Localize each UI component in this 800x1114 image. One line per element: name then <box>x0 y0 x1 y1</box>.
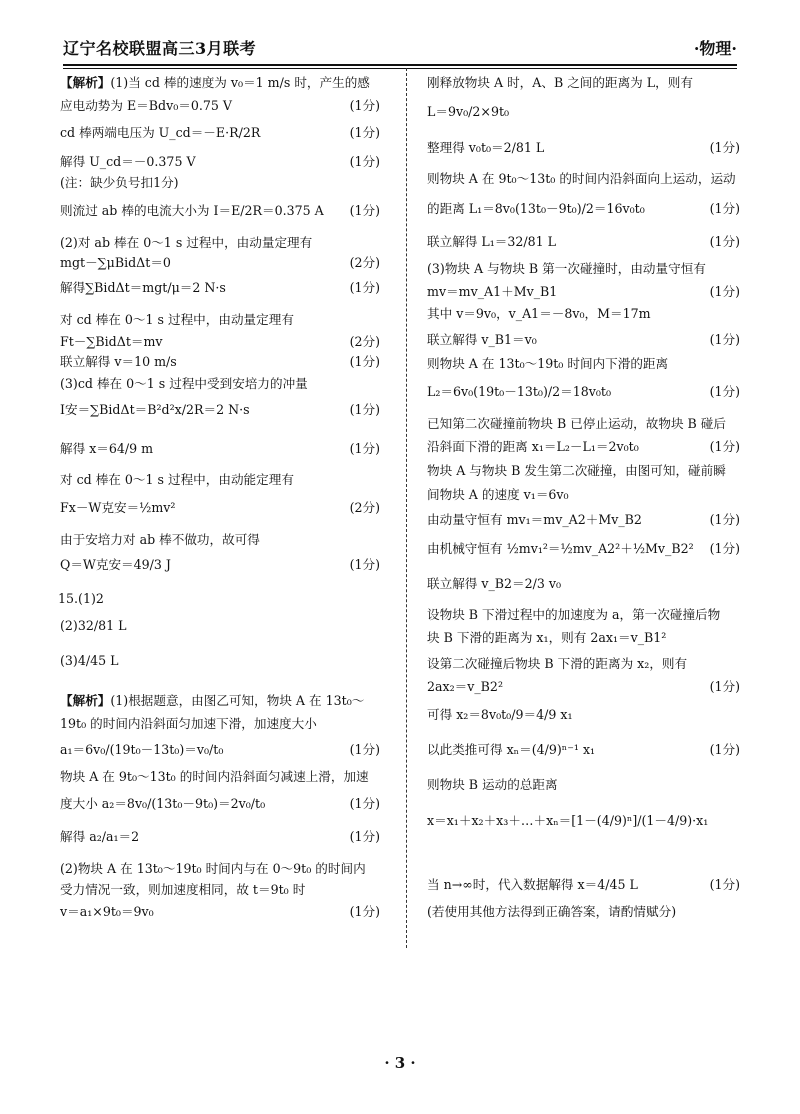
left-line <box>58 590 380 608</box>
score-mark: (1分) <box>349 154 380 169</box>
solution-text: cd 棒两端电压为 U_cd＝－E·R/2R <box>60 125 261 140</box>
solution-text: x＝x₁＋x₂＋x₃＋…＋xₙ＝[1－(4/9)ⁿ]/(1－4/9)·x₁ <box>427 813 709 828</box>
solution-text: 则物块 A 在 13t₀～19t₀ 时间内下滑的距离 <box>427 356 669 371</box>
left-line <box>60 499 380 517</box>
score-mark: (1分) <box>709 512 740 527</box>
score-mark: (1分) <box>349 354 380 369</box>
solution-text: 2ax₂＝v_B2² <box>427 679 503 694</box>
right-line <box>427 331 740 349</box>
left-line <box>60 74 380 92</box>
solution-text: Ft－∑BidΔt＝mv <box>60 334 163 349</box>
solution-text: Fx－W克安＝½mv² <box>60 500 176 515</box>
solution-text: 对 cd 棒在 0～1 s 过程中，由动量定理有 <box>60 312 294 327</box>
solution-text: 可得 x₂＝8v₀t₀/9＝4/9 x₁ <box>427 707 573 722</box>
solution-text: 联立解得 L₁＝32/81 L <box>427 234 557 249</box>
right-line <box>427 170 740 188</box>
solution-text: 解得 U_cd＝－0.375 V <box>60 154 196 169</box>
solution-text: 由机械守恒有 ½mv₁²＝½mv_A2²＋½Mv_B2² <box>427 541 694 556</box>
score-mark: (2分) <box>349 255 380 270</box>
left-line <box>60 333 380 351</box>
score-mark: (1分) <box>709 877 740 892</box>
score-mark: (1分) <box>709 332 740 347</box>
left-line <box>60 311 380 329</box>
left-line <box>60 279 380 297</box>
solution-text: (3)cd 棒在 0～1 s 过程中受到安培力的冲量 <box>60 376 308 391</box>
right-line <box>427 655 740 673</box>
solution-text: (3)物块 A 与物块 B 第一次碰撞时，由动量守恒有 <box>427 261 706 276</box>
solution-text: 已知第二次碰撞前物块 B 已停止运动，故物块 B 碰后 <box>427 416 726 431</box>
score-mark: (1分) <box>349 280 380 295</box>
page-number: · 3 · <box>384 1054 416 1072</box>
solution-text: (3)4/45 L <box>60 653 119 668</box>
solution-text: 【解析】(1)根据题意，由图乙可知，物块 A 在 13t₀～ <box>60 693 365 708</box>
left-line <box>60 828 380 846</box>
left-line <box>60 401 380 419</box>
score-mark: (1分) <box>349 125 380 140</box>
solution-text: 其中 v＝9v₀，v_A1＝－8v₀，M＝17m <box>427 306 651 321</box>
right-line <box>427 305 740 323</box>
right-line <box>427 139 740 157</box>
left-line <box>60 768 380 786</box>
solution-text: 由于安培力对 ab 棒不做功，故可得 <box>60 532 260 547</box>
right-column <box>427 0 740 1114</box>
right-line <box>427 706 740 724</box>
right-line <box>427 260 740 278</box>
solution-text: 解得 a₂/a₁＝2 <box>60 829 140 844</box>
solution-text: 度大小 a₂＝8v₀/(13t₀－9t₀)＝2v₀/t₀ <box>60 796 266 811</box>
left-line <box>60 903 380 921</box>
solution-text: 【解析】(1)当 cd 棒的速度为 v₀＝1 m/s 时，产生的感 <box>60 75 370 90</box>
score-mark: (2分) <box>349 500 380 515</box>
solution-text: 解得∑BidΔt＝mgt/μ＝2 N·s <box>60 280 226 295</box>
score-mark: (1分) <box>349 557 380 572</box>
subject-label: ·物理· <box>693 39 737 58</box>
solution-text: a₁＝6v₀/(19t₀－13t₀)＝v₀/t₀ <box>60 742 224 757</box>
right-line <box>427 462 740 480</box>
right-line <box>427 606 740 624</box>
solution-text: v＝a₁×9t₀＝9v₀ <box>60 904 154 919</box>
right-line <box>427 575 740 593</box>
right-line <box>427 415 740 433</box>
left-line <box>60 202 380 220</box>
score-mark: (1分) <box>709 384 740 399</box>
score-mark: (1分) <box>349 402 380 417</box>
solution-text: 块 B 下滑的距离为 x₁，则有 2ax₁＝v_B1² <box>427 630 667 645</box>
right-line <box>427 486 740 504</box>
solution-text: 联立解得 v_B1＝v₀ <box>427 332 537 347</box>
left-column <box>60 0 380 1114</box>
solution-text: 间物块 A 的速度 v₁＝6v₀ <box>427 487 569 502</box>
score-mark: (1分) <box>349 742 380 757</box>
score-mark: (1分) <box>709 284 740 299</box>
score-mark: (1分) <box>709 439 740 454</box>
score-mark: (1分) <box>709 234 740 249</box>
right-line <box>427 629 740 647</box>
solution-text: 应电动势为 E＝Bdv₀＝0.75 V <box>60 98 232 113</box>
left-line <box>60 860 380 878</box>
right-line <box>427 776 740 794</box>
left-line <box>60 531 380 549</box>
score-mark: (1分) <box>349 904 380 919</box>
solution-text: 当 n→∞时，代入数据解得 x＝4/45 L <box>427 877 638 892</box>
solution-text: 由动量守恒有 mv₁＝mv_A2＋Mv_B2 <box>427 512 642 527</box>
right-line <box>427 812 740 830</box>
solution-text: 沿斜面下滑的距离 x₁＝L₂－L₁＝2v₀t₀ <box>427 439 639 454</box>
score-mark: (1分) <box>349 441 380 456</box>
solution-text: (若使用其他方法得到正确答案，请酌情赋分) <box>427 904 677 919</box>
solution-text: 物块 A 与物块 B 发生第二次碰撞，由图可知，碰前瞬 <box>427 463 726 478</box>
score-mark: (1分) <box>709 742 740 757</box>
score-mark: (1分) <box>349 796 380 811</box>
left-line <box>60 652 380 670</box>
right-line <box>427 438 740 456</box>
left-line <box>60 556 380 574</box>
left-line <box>60 715 380 733</box>
right-line <box>427 383 740 401</box>
right-line <box>427 355 740 373</box>
solution-text: (2)对 ab 棒在 0～1 s 过程中，由动量定理有 <box>60 235 313 250</box>
left-line <box>60 234 380 252</box>
left-line <box>60 174 380 192</box>
score-mark: (1分) <box>709 201 740 216</box>
score-mark: (1分) <box>349 203 380 218</box>
right-line <box>427 103 740 121</box>
solution-text: 15.(1)2 <box>58 591 104 606</box>
solution-text: 则物块 B 运动的总距离 <box>427 777 558 792</box>
solution-text: mgt－∑μBidΔt＝0 <box>60 255 171 270</box>
solution-text: 设物块 B 下滑过程中的加速度为 a，第一次碰撞后物 <box>427 607 721 622</box>
left-line <box>60 124 380 142</box>
right-line <box>427 678 740 696</box>
solution-text: 19t₀ 的时间内沿斜面匀加速下滑，加速度大小 <box>60 716 317 731</box>
left-line <box>60 254 380 272</box>
score-mark: (1分) <box>709 541 740 556</box>
right-line <box>427 511 740 529</box>
left-line <box>60 97 380 115</box>
solution-text: 联立解得 v＝10 m/s <box>60 354 177 369</box>
left-line <box>60 741 380 759</box>
left-line <box>60 375 380 393</box>
solution-text: 对 cd 棒在 0～1 s 过程中，由动能定理有 <box>60 472 294 487</box>
left-line <box>60 881 380 899</box>
right-line <box>427 540 740 558</box>
right-line <box>427 200 740 218</box>
solution-text: (注：缺少负号扣1分) <box>60 175 179 190</box>
solution-text: 则流过 ab 棒的电流大小为 I＝E/2R＝0.375 A <box>60 203 324 218</box>
right-line <box>427 741 740 759</box>
left-line <box>60 692 380 710</box>
score-mark: (1分) <box>709 679 740 694</box>
solution-text: 整理得 v₀t₀＝2/81 L <box>427 140 545 155</box>
right-line <box>427 74 740 92</box>
score-mark: (1分) <box>349 98 380 113</box>
right-line <box>427 233 740 251</box>
solution-text: 以此类推可得 xₙ＝(4/9)ⁿ⁻¹ x₁ <box>427 742 596 757</box>
solution-text: mv＝mv_A1＋Mv_B1 <box>427 284 558 299</box>
solution-text: 则物块 A 在 9t₀～13t₀ 的时间内沿斜面向上运动，运动 <box>427 171 736 186</box>
solution-text: 解得 x＝64/9 m <box>60 441 154 456</box>
left-line <box>60 353 380 371</box>
solution-text: 物块 A 在 9t₀～13t₀ 的时间内沿斜面匀减速上滑，加速 <box>60 769 369 784</box>
right-line <box>427 876 740 894</box>
solution-text: 受力情况一致，则加速度相同，故 t＝9t₀ 时 <box>60 882 306 897</box>
solution-text: 刚释放物块 A 时，A、B 之间的距离为 L，则有 <box>427 75 693 90</box>
right-line <box>427 903 740 921</box>
score-mark: (2分) <box>349 334 380 349</box>
solution-text: 联立解得 v_B2＝2/3 v₀ <box>427 576 562 591</box>
column-divider <box>406 68 407 948</box>
solution-text: L₂＝6v₀(19t₀－13t₀)/2＝18v₀t₀ <box>427 384 612 399</box>
solution-text: 的距离 L₁＝8v₀(13t₀－9t₀)/2＝16v₀t₀ <box>427 201 645 216</box>
solution-text: Q＝W克安＝49/3 J <box>60 557 171 572</box>
left-line <box>60 617 380 635</box>
left-line <box>60 471 380 489</box>
left-line <box>60 440 380 458</box>
solution-text: I安＝∑BidΔt＝B²d²x/2R＝2 N·s <box>60 402 250 417</box>
solution-text: (2)32/81 L <box>60 618 127 633</box>
score-mark: (1分) <box>709 140 740 155</box>
score-mark: (1分) <box>349 829 380 844</box>
left-line <box>60 153 380 171</box>
solution-text: 设第二次碰撞后物块 B 下滑的距离为 x₂，则有 <box>427 656 688 671</box>
solution-text: L＝9v₀/2×9t₀ <box>427 104 510 119</box>
exam-title: 辽宁名校联盟高三3月联考 <box>63 39 257 58</box>
right-line <box>427 283 740 301</box>
left-line <box>60 795 380 813</box>
solution-text: (2)物块 A 在 13t₀～19t₀ 时间内与在 0～9t₀ 的时间内 <box>60 861 366 876</box>
